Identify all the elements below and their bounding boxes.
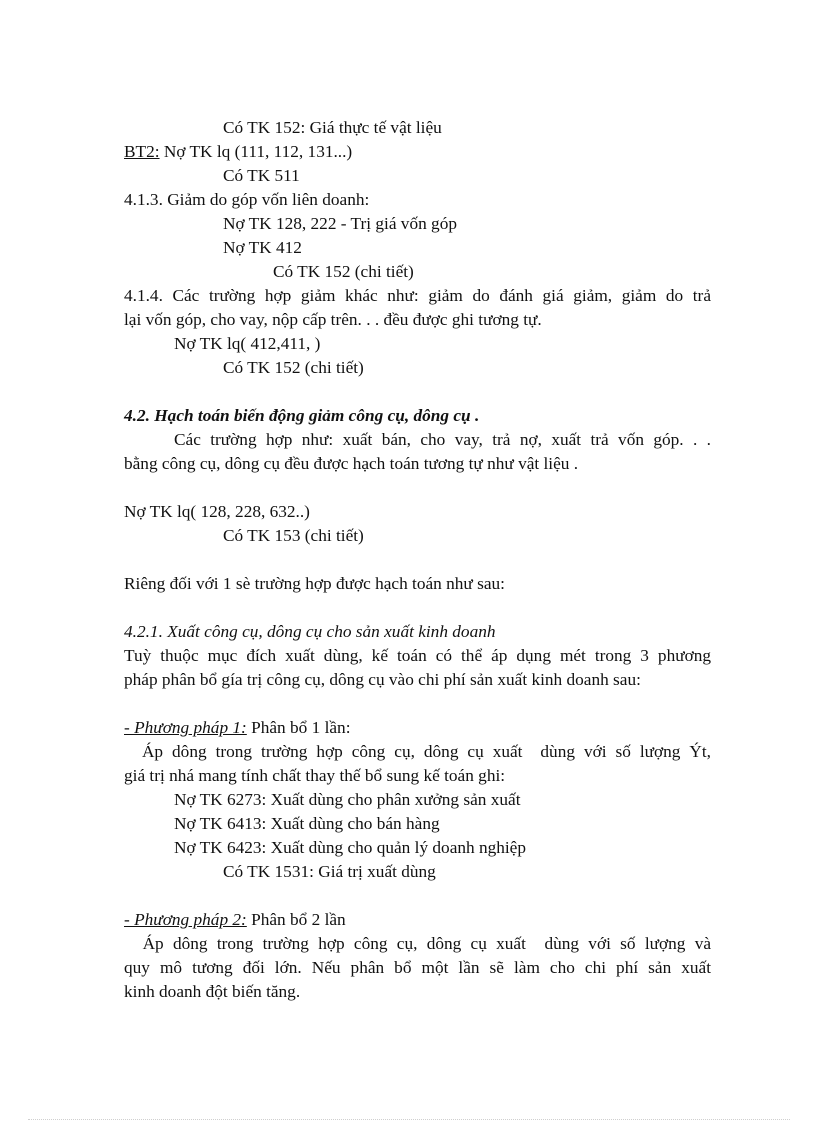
text-line: Có TK 152: Giá thực tế vật liệu <box>223 118 442 137</box>
text-line: Nợ TK lq( 412,411, ) <box>174 334 321 353</box>
method-1-label: - Phương pháp 1: <box>124 718 247 737</box>
paragraph-line: lại vốn góp, cho vay, nộp cấp trên. . . đều được ghi tương tự. <box>124 310 542 329</box>
method-heading <box>124 716 351 740</box>
paragraph-line: bằng công cụ, dông cụ đều được hạch toán tương tự như vật liệu . <box>124 454 579 473</box>
text-line: Nợ TK 412 <box>223 238 302 257</box>
method-heading <box>124 908 346 932</box>
text-line: Nợ TK 6413: Xuất dùng cho bán hàng <box>174 814 440 833</box>
bt2-text: Nợ TK lq (111, 112, 131...) <box>159 142 353 161</box>
text-line: Có TK 153 (chi tiết) <box>223 526 364 545</box>
text-line: Có TK 1531: Giá trị xuất dùng <box>223 862 436 881</box>
text-line: Có TK 511 <box>223 166 300 185</box>
paragraph-line: quy mô tương đối lớn. Nếu phân bổ một lần sẽ làm cho chi phí sản xuất <box>124 958 711 977</box>
bt2-label: BT2: <box>124 142 160 161</box>
paragraph-line: Tuỳ thuộc mục đích xuất dùng, kế toán có thể áp dụng mét trong 3 phương <box>124 646 711 665</box>
text-line: Nợ TK 6273: Xuất dùng cho phân xưởng sản xuất <box>174 790 521 809</box>
method-2-text: Phân bổ 2 lần <box>246 910 346 929</box>
section-heading: 4.1.3. Giảm do góp vốn liên doanh: <box>124 190 370 209</box>
section-heading: 4.2. Hạch toán biến động giảm công cụ, dông cụ . <box>124 406 480 425</box>
paragraph-line: Áp dông trong trường hợp công cụ, dông cụ xuất dùng với số lượng và <box>124 934 711 953</box>
method-2-label: - Phương pháp 2: <box>124 910 247 929</box>
paragraph-line: Các trường hợp như: xuất bán, cho vay, trả nợ, xuất trả vốn góp. . . <box>174 430 711 449</box>
subsection-heading: 4.2.1. Xuất công cụ, dông cụ cho sản xuất kinh doanh <box>124 622 496 641</box>
text-line: Riêng đối với 1 sè trường hợp được hạch toán như sau: <box>124 574 505 593</box>
page-bottom-divider <box>28 1119 790 1120</box>
text-line: Nợ TK lq( 128, 228, 632..) <box>124 502 310 521</box>
paragraph-line: giá trị nhá mang tính chất thay thế bổ sung kế toán ghi: <box>124 766 506 785</box>
paragraph-line: 4.1.4. Các trường hợp giảm khác như: giảm do đánh giá giảm, giảm do trả <box>124 286 711 305</box>
text-line: Nợ TK 6423: Xuất dùng cho quản lý doanh nghiệp <box>174 838 526 857</box>
text-line: Nợ TK 128, 222 - Trị giá vốn góp <box>223 214 457 233</box>
paragraph-line: pháp phân bổ gía trị công cụ, dông cụ vào chi phí sản xuất kinh doanh sau: <box>124 670 641 689</box>
paragraph-line: kinh doanh đột biến tăng. <box>124 982 301 1001</box>
paragraph-line: Áp dông trong trường hợp công cụ, dông cụ xuất dùng với số lượng Ýt, <box>124 742 711 761</box>
text-line <box>124 140 352 164</box>
text-line: Có TK 152 (chi tiết) <box>223 358 364 377</box>
text-line: Có TK 152 (chi tiết) <box>273 262 414 281</box>
method-1-text: Phân bổ 1 lần: <box>246 718 351 737</box>
